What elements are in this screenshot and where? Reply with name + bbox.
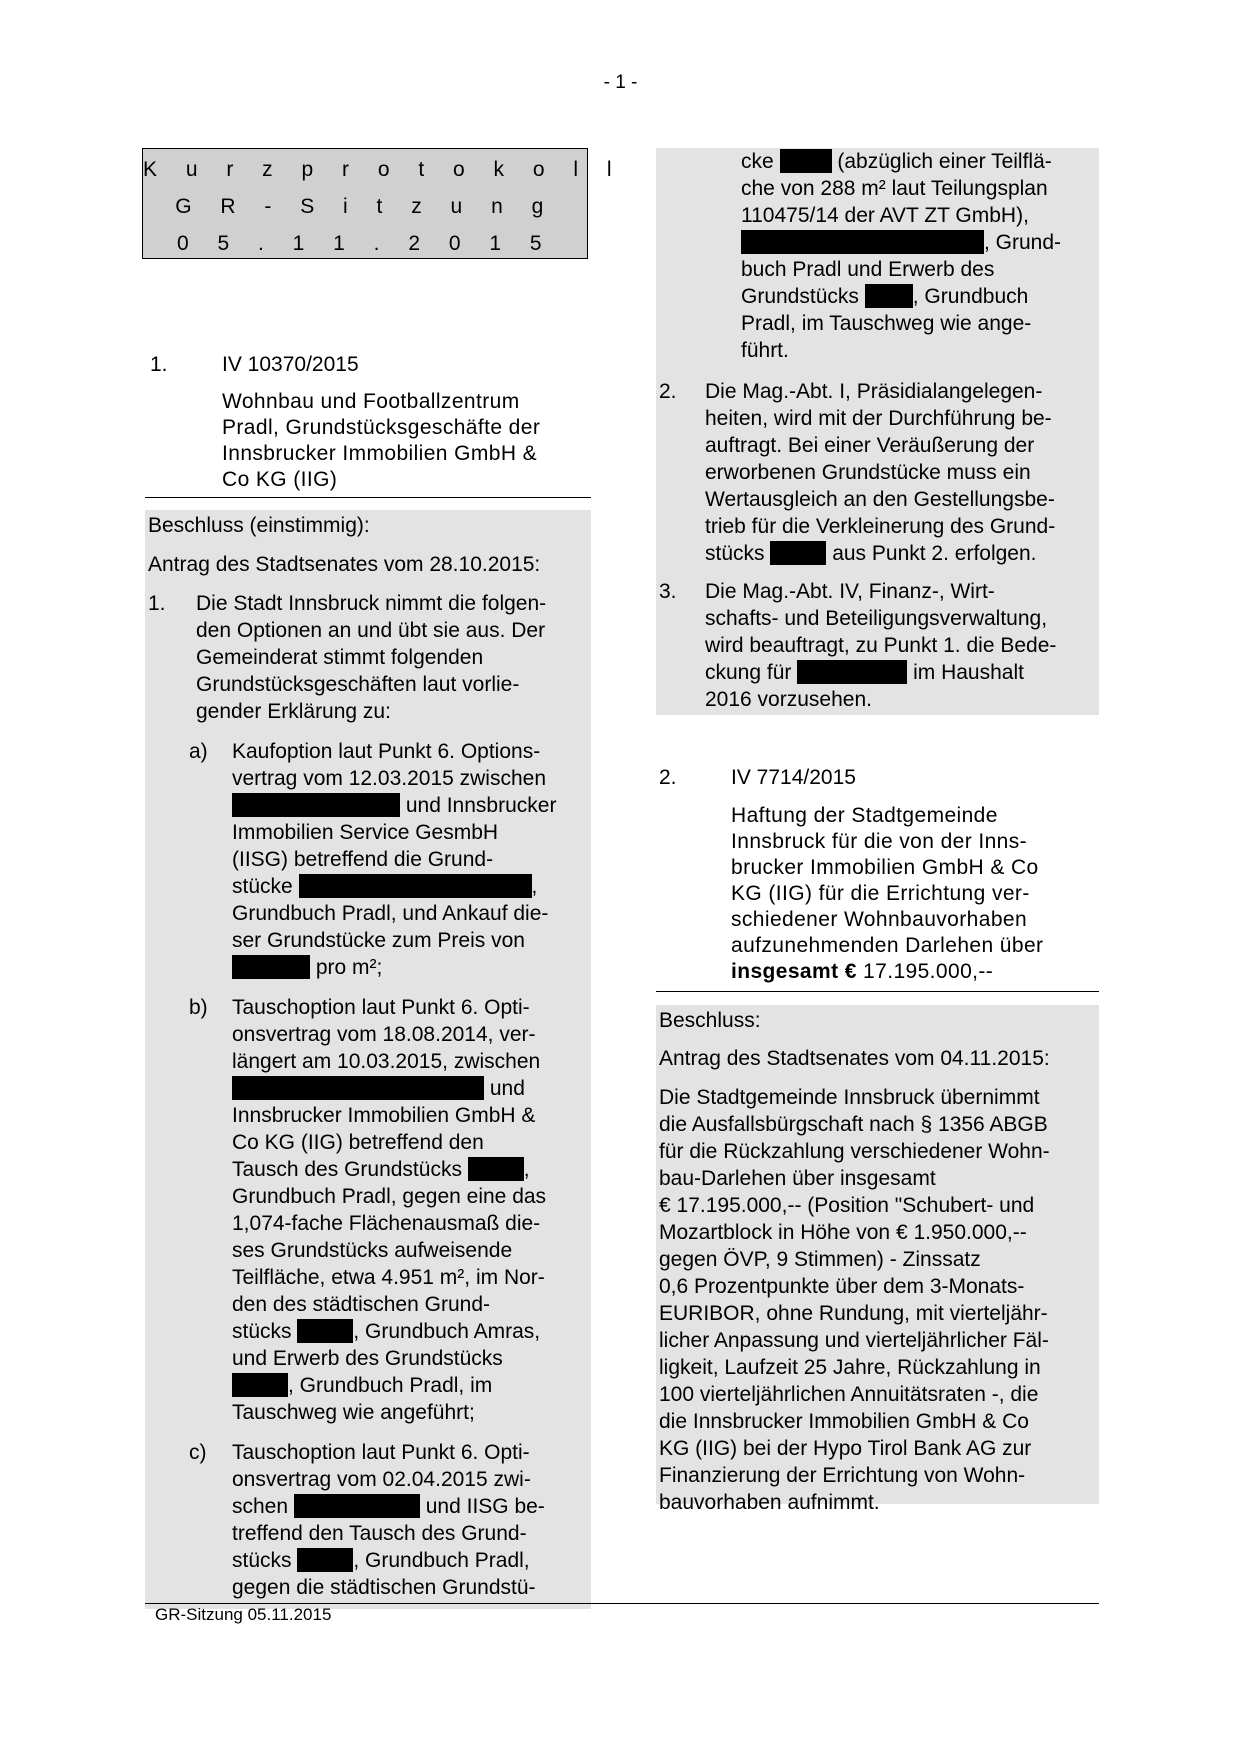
- item2-title-line: Innsbruck für die von der Inns-: [731, 830, 1028, 853]
- sub-a-line: ser Grundstücke zum Preis von: [232, 929, 525, 952]
- sub-a-text-segment: stücke: [232, 875, 293, 898]
- item2-body-line: € 17.195.000,-- (Position "Schubert- und: [659, 1194, 1035, 1217]
- point3-line: Die Mag.-Abt. IV, Finanz-, Wirt-: [705, 580, 995, 603]
- redaction-block: [232, 1076, 484, 1100]
- point1-line: den Optionen an und übt sie aus. Der: [196, 619, 546, 642]
- sub-c-text-segment: und IISG be-: [425, 1495, 545, 1518]
- point3-number: 3.: [659, 580, 677, 603]
- sub-a-line: [232, 792, 556, 819]
- point2-line: Wertausgleich an den Gestellungsbe-: [705, 488, 1055, 511]
- sub-b-text-segment: ,: [523, 1158, 530, 1181]
- item2-number: 2.: [659, 766, 677, 789]
- sub-a-line: (IISG) betreffend die Grund-: [232, 848, 494, 871]
- redaction-block: [468, 1157, 524, 1181]
- title-line-gr-sitzung: G R - S i t z u n g: [175, 195, 555, 218]
- item2-title-line: [731, 959, 1043, 985]
- continuation-line: führt.: [741, 339, 789, 362]
- sub-b-text-segment: und: [489, 1077, 525, 1100]
- sub-b-line: Innsbrucker Immobilien GmbH &: [232, 1104, 536, 1127]
- item2-body-line: licher Anpassung und vierteljährlicher Fäl-: [659, 1329, 1049, 1352]
- sub-a-text-segment: und Innsbrucker: [405, 794, 557, 817]
- sub-c-line: treffend den Tausch des Grund-: [232, 1522, 527, 1545]
- sub-b-line: den des städtischen Grund-: [232, 1293, 490, 1316]
- point2-text-segment: aus Punkt 2. erfolgen.: [832, 542, 1037, 565]
- point1-line: gender Erklärung zu:: [196, 700, 391, 723]
- sub-b-line: [232, 1318, 546, 1345]
- continuation-line: buch Pradl und Erwerb des: [741, 258, 995, 281]
- sub-a-line: Immobilien Service GesmbH: [232, 821, 499, 844]
- point2-text-segment: stücks: [705, 542, 765, 565]
- item1-title: [222, 389, 540, 493]
- sub-a-line: vertrag vom 12.03.2015 zwischen: [232, 767, 547, 790]
- redaction-block: [232, 793, 400, 817]
- sub-c-line: onsvertrag vom 02.04.2015 zwi-: [232, 1468, 531, 1491]
- item2-body-line: 0,6 Prozentpunkte über dem 3-Monats-: [659, 1275, 1025, 1298]
- sub-c-line: gegen die städtischen Grundstü-: [232, 1576, 536, 1599]
- item2-body-line: bauvorhaben aufnimmt.: [659, 1491, 880, 1514]
- point3-text: [705, 578, 1056, 713]
- point3-text-segment: im Haushalt: [913, 661, 1024, 684]
- point2-line: erworbenen Grundstücke muss ein: [705, 461, 1031, 484]
- item2-motion: Antrag des Stadtsenates vom 04.11.2015:: [659, 1047, 1050, 1070]
- continuation-text-segment: , Grundbuch: [912, 285, 1029, 308]
- point3-text-segment: ckung für: [705, 661, 792, 684]
- point3-line: schafts- und Beteiligungsverwaltung,: [705, 607, 1048, 630]
- sub-b-line: onsvertrag vom 18.08.2014, ver-: [232, 1023, 536, 1046]
- item1-motion: Antrag des Stadtsenates vom 28.10.2015:: [148, 553, 541, 576]
- item2-body-line: EURIBOR, ohne Rundung, mit vierteljähr-: [659, 1302, 1048, 1325]
- footer-text: GR-Sitzung 05.11.2015: [155, 1605, 332, 1624]
- sub-c-text-segment: , Grundbuch Pradl,: [353, 1549, 530, 1572]
- sub-b-label: b): [189, 996, 208, 1019]
- continuation-text-segment: cke: [741, 150, 774, 173]
- sub-b-text-segment: , Grundbuch Amras,: [353, 1320, 541, 1343]
- sub-b-line: längert am 10.03.2015, zwischen: [232, 1050, 541, 1073]
- item2-body-line: KG (IIG) bei der Hypo Tirol Bank AG zur: [659, 1437, 1032, 1460]
- point3-line: [705, 659, 1056, 686]
- sub-c-text-segment: schen: [232, 1495, 289, 1518]
- sub-b-text-segment: Tausch des Grundstücks: [232, 1158, 462, 1181]
- title-box: [142, 148, 624, 259]
- item2-body-line: 100 vierteljährlichen Annuitätsraten -, die: [659, 1383, 1039, 1406]
- redaction-block: [294, 1494, 420, 1518]
- sub-b-line: Tauschoption laut Punkt 6. Opti-: [232, 996, 530, 1019]
- sub-c-text: [232, 1439, 545, 1601]
- sub-a-line: Grundbuch Pradl, und Ankauf die-: [232, 902, 549, 925]
- sub-c-label: c): [189, 1441, 207, 1464]
- sub-b-text-segment: , Grundbuch Pradl, im: [288, 1374, 493, 1397]
- sub-b-line: [232, 1156, 546, 1183]
- title-line-kurzprotokoll: K u r z p r o t o k o l l: [143, 158, 624, 181]
- item2-title-line: schiedener Wohnbauvorhaben: [731, 908, 1028, 931]
- point1-line: Gemeinderat stimmt folgenden: [196, 646, 484, 669]
- item2-body-line: Die Stadtgemeinde Innsbruck übernimmt: [659, 1086, 1040, 1109]
- sub-a-text-segment: pro m²;: [315, 956, 383, 979]
- redaction-block: [297, 1548, 353, 1572]
- item2-body-line: für die Rückzahlung verschiedener Wohn-: [659, 1140, 1050, 1163]
- item2-body-line: die Ausfallsbürgschaft nach § 1356 ABGB: [659, 1113, 1048, 1136]
- sub-c-line: [232, 1547, 545, 1574]
- redaction-block: [232, 1373, 288, 1397]
- sub-b-text: [232, 994, 546, 1426]
- continuation-line: 110475/14 der AVT ZT GmbH),: [741, 204, 1029, 227]
- point1-line: Die Stadt Innsbruck nimmt die folgen-: [196, 592, 547, 615]
- item2-title-line: brucker Immobilien GmbH & Co: [731, 856, 1039, 879]
- continuation-line: [741, 148, 1061, 175]
- item1-reference: IV 10370/2015: [222, 353, 359, 376]
- sub-b-line: Grundbuch Pradl, gegen eine das: [232, 1185, 547, 1208]
- continuation-text-segment: Grundstücks: [741, 285, 859, 308]
- point2-line: Die Mag.-Abt. I, Präsidialangelegen-: [705, 380, 1043, 403]
- sub-b-line: Tauschweg wie angeführt;: [232, 1401, 475, 1424]
- point2-line: auftragt. Bei einer Veräußerung der: [705, 434, 1035, 457]
- item2-title: [731, 803, 1043, 985]
- point2-line: heiten, wird mit der Durchführung be-: [705, 407, 1052, 430]
- point3-line: 2016 vorzusehen.: [705, 688, 872, 711]
- item2-divider: [656, 991, 1099, 992]
- redaction-block: [232, 955, 310, 979]
- sub-a-text-segment: ,: [531, 875, 538, 898]
- item2-title-line: KG (IIG) für die Errichtung ver-: [731, 882, 1030, 905]
- item1-title-line: Co KG (IIG): [222, 468, 338, 491]
- footer-divider: [145, 1603, 1099, 1604]
- item2-body-line: die Innsbrucker Immobilien GmbH & Co: [659, 1410, 1029, 1433]
- item2-title-bold: insgesamt €: [731, 960, 857, 983]
- sub-b-line: Co KG (IIG) betreffend den: [232, 1131, 484, 1154]
- sub-c-line: [232, 1493, 545, 1520]
- sub-b-text-segment: stücks: [232, 1320, 292, 1343]
- item2-body-line: gegen ÖVP, 9 Stimmen) - Zinssatz: [659, 1248, 981, 1271]
- sub-a-line: [232, 954, 556, 981]
- redaction-block: [770, 541, 826, 565]
- redaction-block: [297, 1319, 353, 1343]
- sub-b-line: 1,074-fache Flächenausmaß die-: [232, 1212, 541, 1235]
- point1-line: Grundstücksgeschäften laut vorlie-: [196, 673, 520, 696]
- sub-b-line: Teilfläche, etwa 4.951 m², im Nor-: [232, 1266, 545, 1289]
- sub-a-line: Kaufoption laut Punkt 6. Options-: [232, 740, 541, 763]
- sub-b-line: [232, 1075, 546, 1102]
- redaction-block: [741, 230, 984, 254]
- continuation-text: [741, 148, 1061, 364]
- continuation-line: [741, 283, 1061, 310]
- point2-line: [705, 540, 1055, 567]
- item1-title-line: Wohnbau und Footballzentrum: [222, 390, 520, 413]
- point2-line: trieb für die Verkleinerung des Grund-: [705, 515, 1056, 538]
- continuation-text-segment: (abzüglich einer Teilflä-: [837, 150, 1052, 173]
- item2-body: [659, 1084, 1050, 1516]
- item2-body-line: ligkeit, Laufzeit 25 Jahre, Rückzahlung in: [659, 1356, 1041, 1379]
- item2-decision: Beschluss:: [659, 1009, 761, 1032]
- item1-divider: [145, 497, 591, 498]
- continuation-line: che von 288 m² laut Teilungsplan: [741, 177, 1048, 200]
- redaction-block: [865, 284, 913, 308]
- sub-a-text: [232, 738, 556, 981]
- continuation-text-segment: , Grund-: [984, 231, 1062, 254]
- point1-text: [196, 590, 546, 725]
- point2-number: 2.: [659, 380, 677, 403]
- item2-body-line: Finanzierung der Errichtung von Wohn-: [659, 1464, 1026, 1487]
- item2-title-line: aufzunehmenden Darlehen über: [731, 934, 1044, 957]
- item2-title-amount: 17.195.000,--: [863, 960, 994, 983]
- sub-a-label: a): [189, 740, 208, 763]
- sub-b-line: und Erwerb des Grundstücks: [232, 1347, 503, 1370]
- sub-c-text-segment: stücks: [232, 1549, 292, 1572]
- item2-title-line: Haftung der Stadtgemeinde: [731, 804, 998, 827]
- item1-decision: Beschluss (einstimmig):: [148, 514, 370, 537]
- redaction-block: [797, 660, 907, 684]
- item2-body-line: Mozartblock in Höhe von € 1.950.000,--: [659, 1221, 1027, 1244]
- point2-text: [705, 378, 1055, 567]
- sub-b-line: [232, 1372, 546, 1399]
- continuation-line: Pradl, im Tauschweg wie ange-: [741, 312, 1032, 335]
- redaction-block: [780, 149, 832, 173]
- sub-b-line: ses Grundstücks aufweisende: [232, 1239, 513, 1262]
- item2-reference: IV 7714/2015: [731, 766, 856, 789]
- item1-number: 1.: [150, 353, 168, 376]
- point1-number: 1.: [148, 592, 166, 615]
- continuation-line: [741, 229, 1061, 256]
- redaction-block: [299, 874, 532, 898]
- title-line-date: 0 5 . 1 1 . 2 0 1 5: [176, 232, 554, 255]
- item1-title-line: Pradl, Grundstücksgeschäfte der: [222, 416, 541, 439]
- page-number: - 1 -: [603, 72, 638, 93]
- sub-c-line: Tauschoption laut Punkt 6. Opti-: [232, 1441, 530, 1464]
- point3-line: wird beauftragt, zu Punkt 1. die Bede-: [705, 634, 1057, 657]
- item1-title-line: Innsbrucker Immobilien GmbH &: [222, 442, 538, 465]
- item2-body-line: bau-Darlehen über insgesamt: [659, 1167, 936, 1190]
- sub-a-line: [232, 873, 556, 900]
